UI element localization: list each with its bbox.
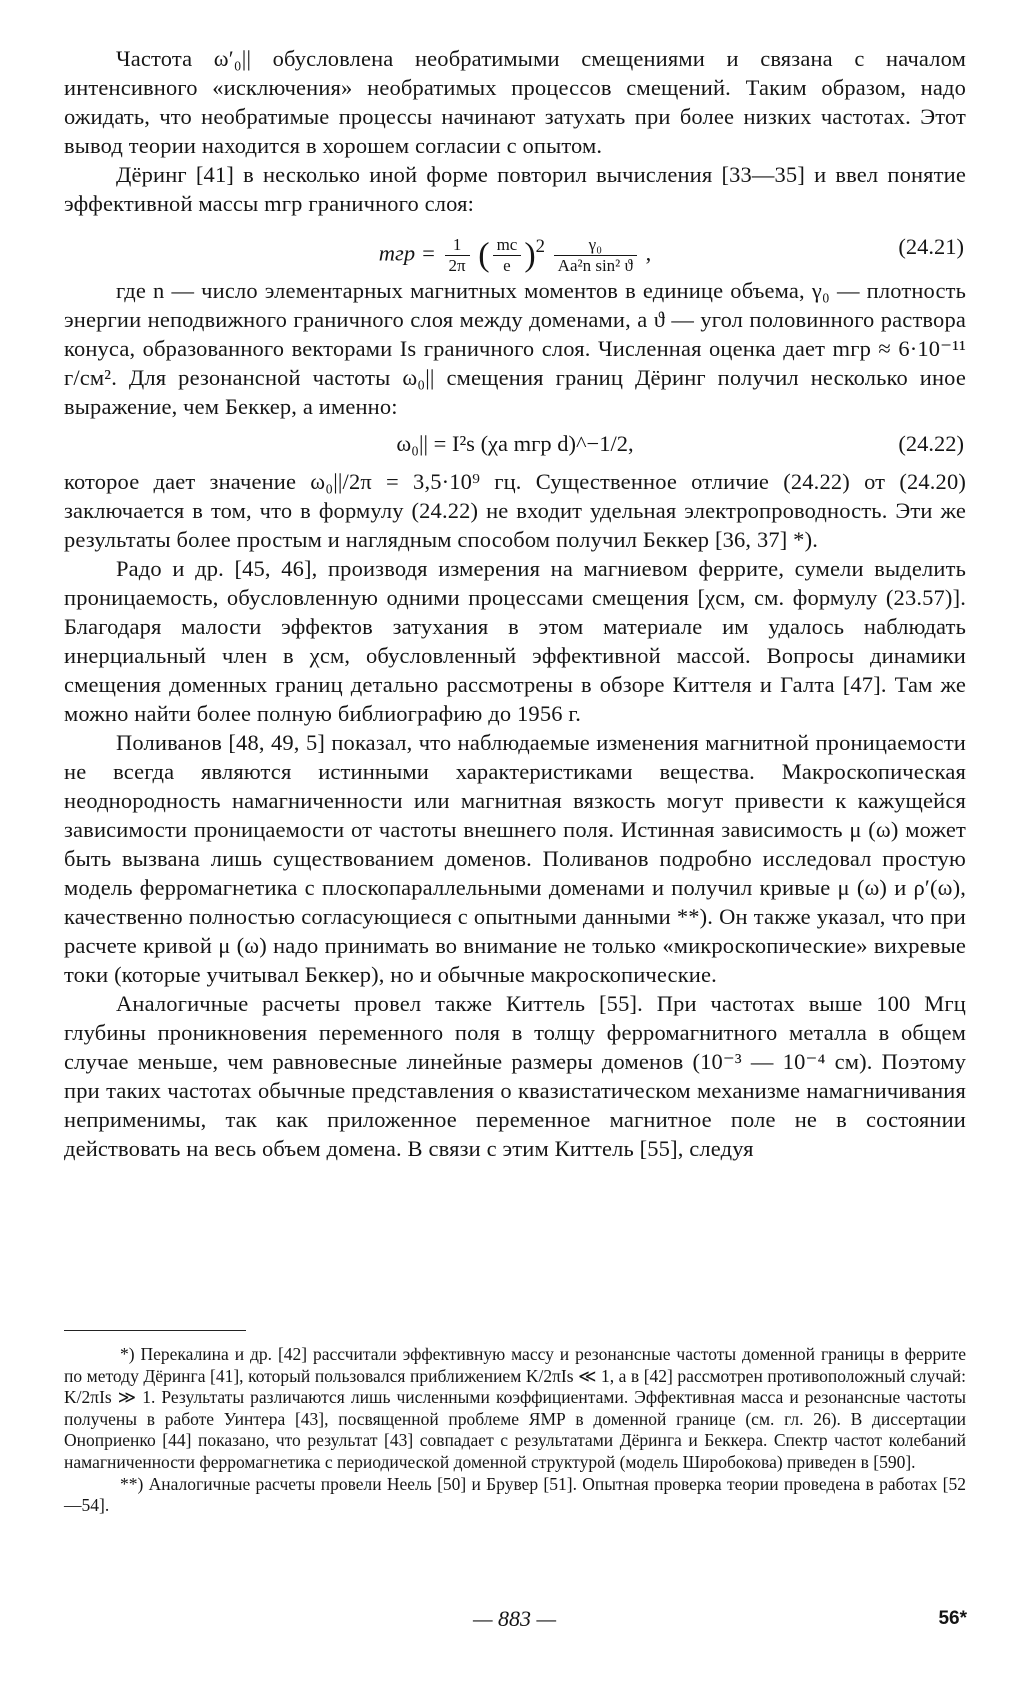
- numerator: 1: [445, 235, 470, 256]
- paragraph: Дёринг [41] в несколько иной форме повторил вычисления [33—35] и ввел понятие эффективной массы mгр граничного слоя:: [64, 162, 966, 216]
- numerator: mc: [493, 235, 522, 256]
- footnote: **) Аналогичные расчеты провели Неель [50] и Брувер [51]. Опытная проверка теории проведена в работах [52—54].: [64, 1473, 966, 1516]
- equation-number: (24.21): [898, 234, 964, 259]
- paragraph: которое дает значение ω₀||/2π = 3,5·10⁹ гц. Существенное отличие (24.22) от (24.20) заключается в том, что в формулу (24.22) не входит удельная электропроводность. Эти же результаты более простым и наглядным способом получил Беккер [36, 37] *).: [64, 469, 966, 552]
- fraction: [554, 235, 637, 276]
- paragraph: Радо и др. [45, 46], производя измерения на магниевом феррите, сумели выделить проницаемость, обусловленную одними процессами смещения [χсм, см. формулу (23.57)]. Благодаря малости эффектов затухания в этом материале им удалось наблюдать инерциальный член в χсм, обусловленный эффективной массой. Вопросы динамики смещения доменных границ детально рассмотрены в обзоре Киттеля и Галта [47]. Там же можно найти более полную библиографию до 1956 г.: [64, 556, 966, 726]
- paren-open: (: [478, 236, 490, 274]
- paren-close: ): [524, 236, 536, 274]
- equation-tail: ,: [645, 240, 652, 266]
- fraction: [445, 235, 470, 276]
- equation-number: (24.22): [898, 431, 964, 456]
- paragraph: Поливанов [48, 49, 5] показал, что наблюдаемые изменения магнитной проницаемости не всегда являются истинными характеристиками вещества. Макроскопическая неоднородность намагниченности или магнитная вязкость могут привести к кажущейся зависимости проницаемости от частоты внешнего поля. Истинная зависимость μ (ω) может быть вызвана лишь существованием доменов. Поливанов подробно исследовал простую модель ферромагнетика с плоскопараллельными доменами и получил кривые μ (ω) и ρ′(ω), качественно полностью согласующиеся с опытными данными **). Он также указал, что при расчете кривой μ (ω) надо принимать во внимание не только «микроскопические» вихревые токи (которые учитывал Беккер), но и обычные макроскопические.: [64, 730, 966, 987]
- fraction: [493, 235, 522, 276]
- footnote-divider: [64, 1330, 246, 1331]
- equation-formula: ω₀|| = I²s (χa mгр d)^−1/2,: [396, 431, 634, 456]
- paragraph: где n — число элементарных магнитных моментов в единице объема, γ₀ — плотность энергии неподвижного граничного слоя между доменами, а ϑ — угол половинного раствора конуса, образованного векторами Is граничного слоя. Численная оценка дает mгр ≈ 6·10⁻¹¹ г/см². Для резонансной частоты ω₀|| смещения границ Дёринг получил несколько иное выражение, чем Беккер, а именно:: [64, 278, 966, 419]
- denominator: e: [503, 255, 511, 275]
- page-number: — 883 —: [472, 1606, 557, 1631]
- equation-lhs: mгр =: [378, 240, 442, 266]
- signature-mark: 56*: [938, 1608, 967, 1629]
- paragraph: Частота ω′₀|| обусловлена необратимыми смещениями и связана с началом интенсивного «исключения» необратимых процессов смещений. Таким образом, надо ожидать, что необратимые процессы начинают затухать при более низких частотах. Этот вывод теории находится в хорошем согласии с опытом.: [64, 46, 966, 158]
- exponent: 2: [535, 236, 546, 257]
- denominator: Aa²n sin² ϑ: [557, 255, 633, 275]
- main-text: [64, 44, 966, 1163]
- paragraph: Аналогичные расчеты провел также Киттель [55]. При частотах выше 100 Мгц глубины проникновения переменного поля в толщу ферромагнитного металла в общем случае меньше, чем равновесные линейные размеры доменов (10⁻³ — 10⁻⁴ см). Поэтому при таких частотах обычные представления о квазистатическом механизме намагничивания неприменимы, так как приложенное переменное магнитное поле не в состоянии действовать на весь объем домена. В связи с этим Киттель [55], следуя: [64, 991, 966, 1161]
- equation-24-21: [64, 218, 966, 276]
- equation-24-22: [64, 421, 966, 467]
- denominator: 2π: [448, 255, 466, 275]
- footnote: *) Перекалина и др. [42] рассчитали эффективную массу и резонансные частоты доменной границы в феррите по методу Дёринга [41], который пользовался приближением K/2πIs ≪ 1, а в [42] рассмотрен противоположный случай: K/2πIs ≫ 1. Результаты различаются лишь численными коэффициентами. Эффективная масса и резонансные частоты получены в работе Уинтера [43], посвященной проблеме ЯМР в доменной границе (см. гл. 26). В диссертации Оноприенко [44] показано, что результат [43] совпадает с результатами Дёринга и Беккера. Спектр частот колебаний намагниченности ферромагнетика с периодической доменной структурой (модель Широбокова) приведен в [590].: [64, 1344, 966, 1472]
- numerator: γ₀: [554, 235, 637, 256]
- footnotes: [64, 1344, 966, 1517]
- equation-formula: [64, 218, 966, 284]
